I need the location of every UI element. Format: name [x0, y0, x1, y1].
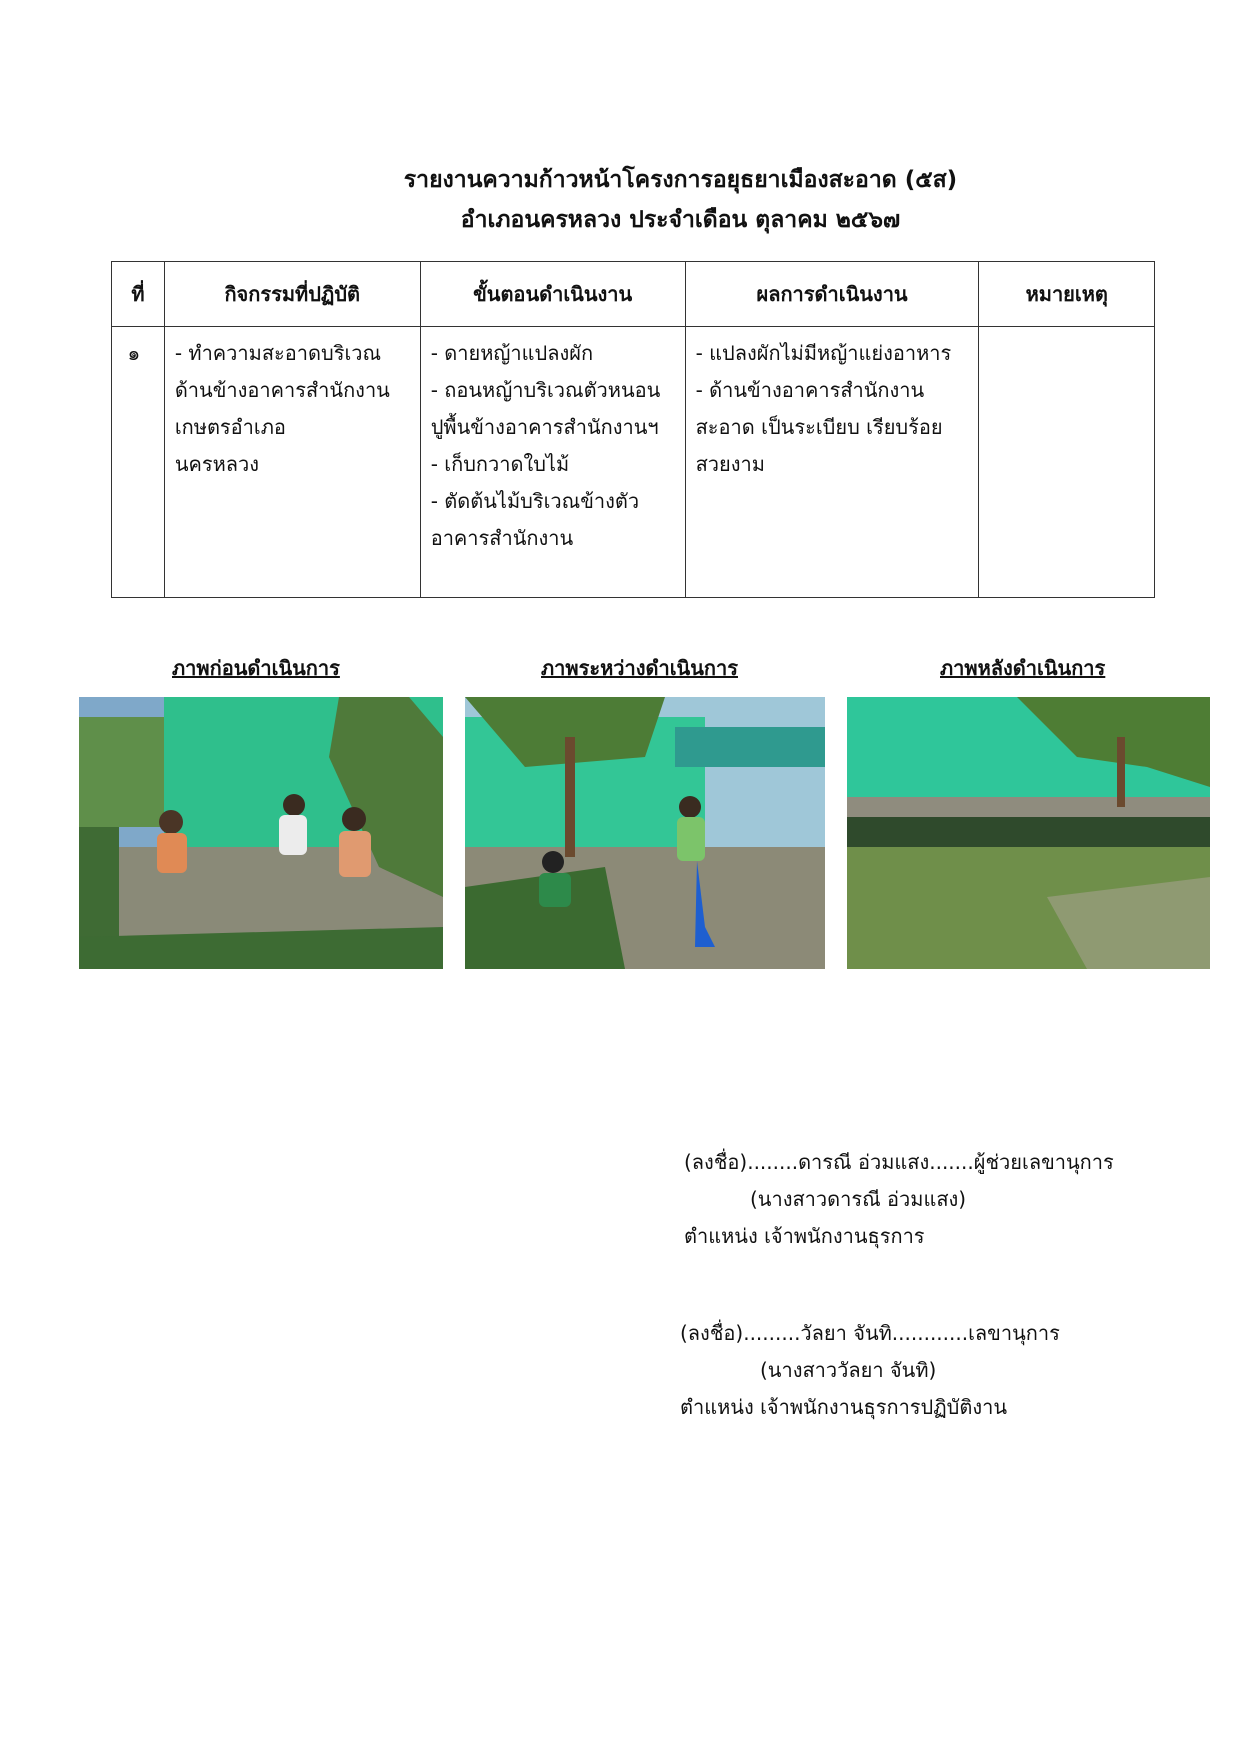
activity-line: - ทำความสะอาดบริเวณ: [174, 341, 382, 365]
signature-1-name: (นางสาวดารณี อ่วมแสง): [750, 1187, 967, 1211]
header-activity: กิจกรรมที่ปฏิบัติ: [164, 262, 420, 327]
header-results: ผลการดำเนินงาน: [685, 262, 979, 327]
row-results: [685, 327, 979, 598]
result-line: สะอาด เป็นระเบียบ เรียบร้อย: [695, 415, 943, 439]
photo-after: [847, 697, 1210, 969]
row-num: ๑: [112, 327, 165, 598]
signature-1-sign-line: (ลงชื่อ)........ดารณี อ่วมแสง.......ผู้ช่วยเลขานุการ: [684, 1150, 1114, 1174]
header-steps: ขั้นตอนดำเนินงาน: [420, 262, 685, 327]
caption-during: ภาพระหว่างดำเนินการ: [541, 656, 738, 680]
signature-2-name: (นางสาววัลยา จันทิ): [760, 1358, 937, 1382]
step-line: - ดายหญ้าแปลงผัก: [430, 341, 594, 365]
row-remark: [979, 327, 1155, 598]
header-remark: หมายเหตุ: [979, 262, 1155, 327]
photo-before: [79, 697, 443, 969]
table-header-row: [112, 262, 1155, 327]
activity-line: นครหลวง: [174, 452, 260, 476]
activity-line: เกษตรอำเภอ: [174, 415, 286, 439]
step-line: - ถอนหญ้าบริเวณตัวหนอน: [430, 378, 661, 402]
photo-during: [465, 697, 825, 969]
progress-table: [111, 261, 1155, 598]
report-subtitle: อำเภอนครหลวง ประจำเดือน ตุลาคม ๒๕๖๗: [460, 207, 901, 233]
result-line: - แปลงผักไม่มีหญ้าแย่งอาหาร: [695, 341, 952, 365]
signature-2-sign-line: (ลงชื่อ).........วัลยา จันทิ............เลขานุการ: [680, 1321, 1060, 1345]
caption-before: ภาพก่อนดำเนินการ: [172, 656, 340, 680]
header-num: ที่: [112, 262, 165, 327]
row-activity: [164, 327, 420, 598]
step-line: - ตัดต้นไม้บริเวณข้างตัว: [430, 489, 640, 513]
report-title: รายงานความก้าวหน้าโครงการอยุธยาเมืองสะอาด (๕ส): [403, 167, 958, 193]
table-row: [112, 327, 1155, 598]
step-line: อาคารสำนักงาน: [430, 526, 574, 550]
result-line: สวยงาม: [695, 452, 765, 476]
step-line: ปูพื้นข้างอาคารสำนักงานฯ: [430, 415, 659, 439]
activity-line: ด้านข้างอาคารสำนักงาน: [174, 378, 390, 402]
result-line: - ด้านข้างอาคารสำนักงาน: [695, 378, 925, 402]
step-line: - เก็บกวาดใบไม้: [430, 452, 570, 476]
signature-1-position: ตำแหน่ง เจ้าพนักงานธุรการ: [684, 1224, 925, 1248]
signature-2-position: ตำแหน่ง เจ้าพนักงานธุรการปฏิบัติงาน: [680, 1395, 1008, 1419]
caption-after: ภาพหลังดำเนินการ: [940, 656, 1106, 680]
row-steps: [420, 327, 685, 598]
